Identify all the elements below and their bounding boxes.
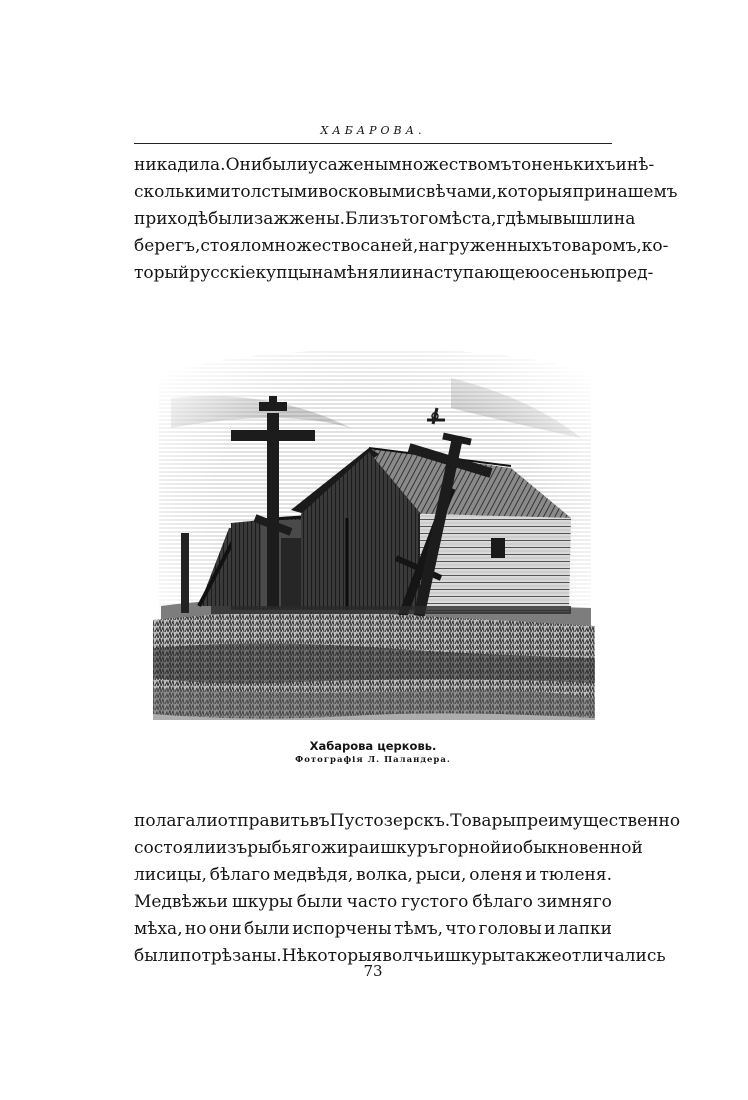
word: лапки	[557, 919, 612, 939]
word: сколькими	[134, 182, 231, 202]
word: рыси,	[415, 865, 467, 885]
word: мѣста,	[438, 209, 497, 229]
word: густого	[401, 892, 469, 912]
word: отличались	[561, 946, 666, 966]
word: въ	[309, 811, 330, 831]
word: русскіе	[189, 263, 256, 283]
word: были	[296, 892, 343, 912]
word: Близъ	[345, 209, 400, 229]
word: отправить	[217, 811, 310, 831]
word: ко-	[641, 236, 669, 256]
page-number: 73	[363, 962, 383, 980]
word: множество	[261, 236, 361, 256]
text-line	[134, 862, 612, 889]
word: усажены	[308, 155, 389, 175]
word: и	[615, 155, 627, 175]
word: нѣ-	[626, 155, 655, 175]
word: тоненькихъ	[511, 155, 616, 175]
word: никадила.	[134, 155, 226, 175]
word: шкуръ	[380, 838, 439, 858]
text-line	[134, 260, 654, 287]
word: рыбьяго	[247, 838, 321, 858]
word: берегъ,	[134, 236, 201, 256]
paragraph-top	[134, 152, 678, 287]
word: тѣмъ,	[393, 919, 444, 939]
word: горной	[438, 838, 502, 858]
word: и	[401, 263, 413, 283]
word: испорчены	[292, 919, 392, 939]
church-engraving	[151, 338, 597, 724]
text-line	[134, 233, 669, 260]
word: Они	[225, 155, 263, 175]
word: наступающею	[412, 263, 540, 283]
word: состояли	[134, 838, 216, 858]
word: они	[208, 919, 242, 939]
figure-caption	[134, 738, 612, 766]
engraving-figure	[151, 338, 597, 724]
word: и	[544, 919, 556, 939]
word: волка,	[356, 865, 413, 885]
word: лисицы,	[134, 865, 207, 885]
word: преимущественно	[515, 811, 681, 831]
word: осенью	[539, 263, 605, 283]
word: нагруженныхъ	[418, 236, 552, 256]
paragraph-bottom	[134, 808, 681, 970]
word: мы	[526, 209, 553, 229]
text-line	[134, 179, 678, 206]
word: которыя	[496, 182, 573, 202]
word: того	[399, 209, 439, 229]
word: множествомъ	[388, 155, 512, 175]
word: волчьи	[382, 946, 445, 966]
running-head: ХАБАРОВА.	[320, 124, 426, 137]
word: при	[572, 182, 607, 202]
word: жира	[320, 838, 369, 858]
word: что	[445, 919, 477, 939]
word: шкуры	[231, 892, 293, 912]
word: полагали	[134, 811, 218, 831]
word: товаромъ,	[551, 236, 642, 256]
word: восковыми	[318, 182, 417, 202]
word: вышли	[552, 209, 614, 229]
word: Пустозерскъ.	[329, 811, 451, 831]
word: были	[243, 919, 290, 939]
caption-title: Хабарова церковь.	[309, 739, 437, 753]
word: но	[184, 919, 207, 939]
word: саней,	[360, 236, 419, 256]
word: Нѣкоторыя	[281, 946, 383, 966]
word: оленя	[469, 865, 523, 885]
word: были	[262, 155, 309, 175]
word: пред-	[604, 263, 654, 283]
text-line	[134, 808, 681, 835]
word: головы	[478, 919, 542, 939]
word: свѣчами,	[416, 182, 497, 202]
word: и	[501, 838, 513, 858]
word: и	[368, 838, 381, 858]
word: и	[525, 865, 537, 885]
text-line	[134, 206, 636, 233]
word: Товары	[450, 811, 516, 831]
word: мѣха,	[134, 919, 183, 939]
word: бѣлаго	[472, 892, 533, 912]
word: толстыми	[230, 182, 319, 202]
word: были	[134, 946, 180, 966]
word: зимняго	[536, 892, 612, 912]
word: намѣняли	[311, 263, 402, 283]
word: изъ	[215, 838, 248, 858]
word: обыкновенной	[512, 838, 643, 858]
word: купцы	[255, 263, 312, 283]
text-line	[134, 889, 612, 916]
word: стояло	[200, 236, 262, 256]
word: бѣлаго	[209, 865, 271, 885]
text-line	[134, 835, 643, 862]
word: тюленя.	[539, 865, 612, 885]
word: часто	[346, 892, 398, 912]
word: приходѣ	[134, 209, 209, 229]
word: потрѣзаны.	[179, 946, 282, 966]
text-line	[134, 152, 655, 179]
text-line	[134, 916, 612, 943]
word: на	[613, 209, 636, 229]
word: Медвѣжьи	[134, 892, 228, 912]
word: шкуры	[444, 946, 506, 966]
word: торый	[134, 263, 190, 283]
header-rule	[134, 143, 612, 144]
word: гдѣ	[496, 209, 527, 229]
word: также	[505, 946, 562, 966]
word: нашемъ	[606, 182, 678, 202]
word: медвѣдя,	[273, 865, 354, 885]
word: зажжены.	[254, 209, 346, 229]
caption-credit: Фотографія Л. Паландера.	[295, 755, 451, 765]
word: были	[208, 209, 254, 229]
